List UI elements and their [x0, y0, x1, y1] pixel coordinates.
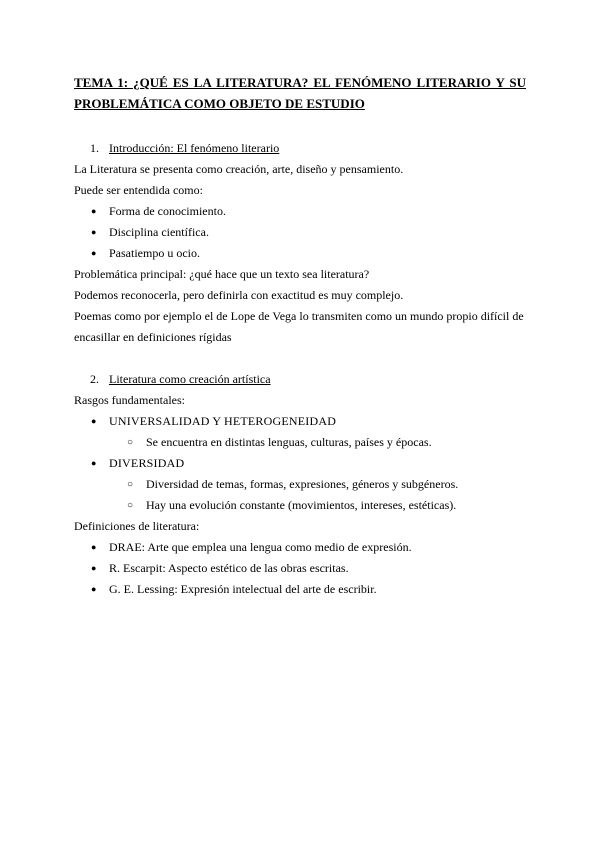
section-2-heading — [74, 369, 526, 390]
section-1-intro: La Literatura se presenta como creación, arte, diseño y pensamiento. — [74, 162, 404, 176]
traits-label: Rasgos fundamentales: — [74, 393, 185, 407]
hollow-bullet-icon: ○ — [127, 437, 134, 448]
section-2-title: Literatura como creación artística — [109, 372, 271, 386]
section-1-number: 1. — [90, 141, 99, 155]
traits-list — [74, 411, 526, 516]
list-item-text: Hay una evolución constante (movimientos, intereses, estéticas). — [146, 498, 457, 512]
bullet-icon: ● — [91, 416, 97, 426]
bullet-icon: ● — [91, 458, 97, 468]
list-item — [74, 474, 526, 495]
bullet-icon: ● — [91, 248, 97, 258]
understanding-list — [74, 201, 526, 264]
hollow-bullet-icon: ○ — [127, 500, 134, 511]
list-item — [74, 495, 526, 516]
list-item — [74, 201, 526, 222]
trait-sublist — [109, 432, 526, 453]
main-problem: Problemática principal: ¿qué hace que un texto sea literatura? — [74, 267, 370, 281]
list-item-text: Pasatiempo u ocio. — [109, 246, 200, 260]
bullet-icon: ● — [91, 563, 97, 573]
bullet-icon: ● — [91, 206, 97, 216]
definitions-label: Definiciones de literatura: — [74, 519, 200, 533]
list-item — [74, 411, 526, 453]
section-2-number: 2. — [90, 372, 99, 386]
list-item — [74, 537, 526, 558]
list-item-text: G. E. Lessing: Expresión intelectual del arte de escribir. — [109, 582, 377, 596]
list-item-text: Disciplina científica. — [109, 225, 209, 239]
hollow-bullet-icon: ○ — [127, 479, 134, 490]
list-item-text: Se encuentra en distintas lenguas, culturas, países y épocas. — [146, 435, 432, 449]
list-item-text: DRAE: Arte que emplea una lengua como medio de expresión. — [109, 540, 412, 554]
document-page — [74, 72, 526, 600]
bullet-icon: ● — [91, 227, 97, 237]
list-item-text: Diversidad de temas, formas, expresiones, géneros y subgéneros. — [146, 477, 459, 491]
page-title: TEMA 1: ¿QUÉ ES LA LITERATURA? EL FENÓMENO LITERARIO Y SU PROBLEMÁTICA COMO OBJETO DE ESTUDIO — [74, 75, 526, 111]
list-item-text: R. Escarpit: Aspecto estético de las obras escritas. — [109, 561, 349, 575]
bullet-icon: ● — [91, 584, 97, 594]
section-1-heading — [74, 138, 526, 159]
definitions-list — [74, 537, 526, 600]
trait-sublist — [109, 474, 526, 516]
bullet-icon: ● — [91, 542, 97, 552]
list-item — [74, 453, 526, 516]
list-item — [74, 558, 526, 579]
list-item — [74, 432, 526, 453]
recognize-text: Podemos reconocerla, pero definirla con exactitud es muy complejo. — [74, 288, 404, 302]
section-1-title: Introducción: El fenómeno literario — [109, 141, 280, 155]
list-item — [74, 243, 526, 264]
trait-label: UNIVERSALIDAD Y HETEROGENEIDAD — [109, 414, 337, 428]
list-item — [74, 222, 526, 243]
section-1-lead: Puede ser entendida como: — [74, 183, 203, 197]
list-item — [74, 579, 526, 600]
trait-label: DIVERSIDAD — [109, 456, 185, 470]
poems-text: Poemas como por ejemplo el de Lope de Vega lo transmiten como un mundo propio difícil de encasillar en definiciones rígidas — [74, 309, 524, 344]
list-item-text: Forma de conocimiento. — [109, 204, 226, 218]
